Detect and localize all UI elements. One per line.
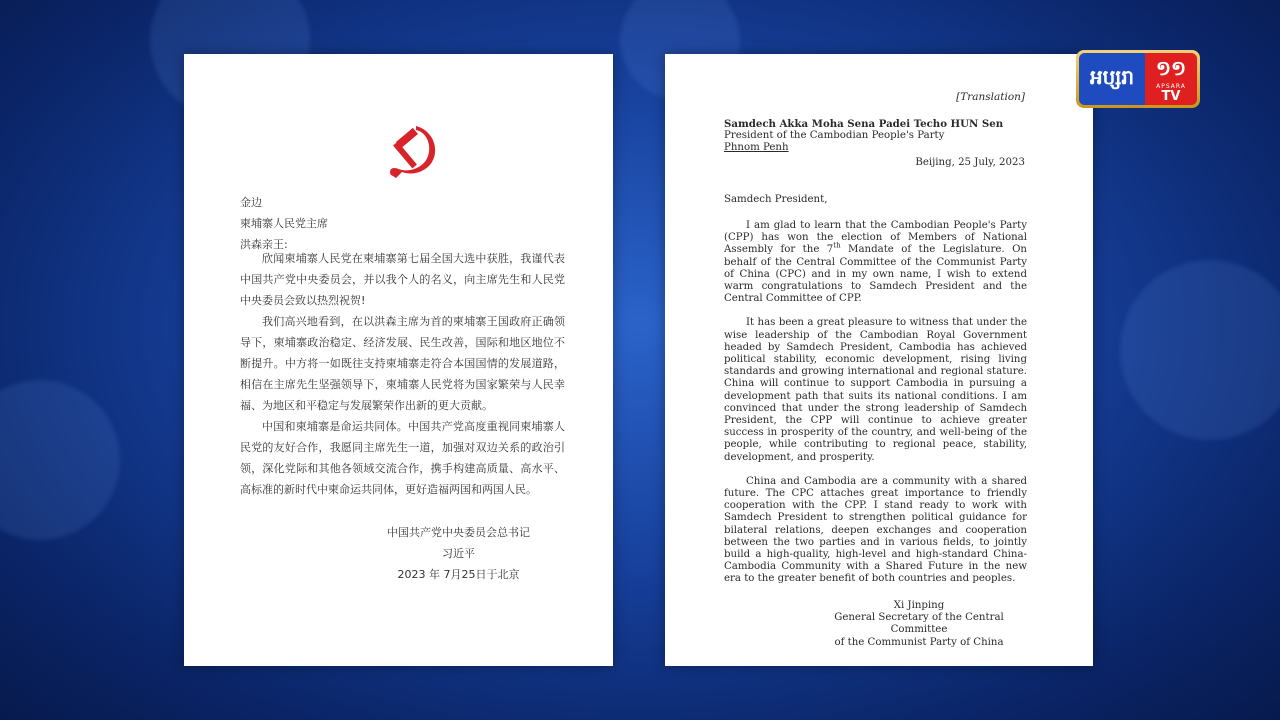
paragraph-text: I am glad to learn that the Cambodian People's Party (CPP) has won the election of Members of National Assembly for the 7 <box>724 220 1027 256</box>
recipient-block <box>240 192 565 255</box>
letter-body <box>240 248 565 500</box>
chinese-letter-page <box>184 54 613 666</box>
recipient-city: Phnom Penh <box>724 142 789 154</box>
signature-name: 习近平 <box>442 547 475 560</box>
signature-title: of the Communist Party of China <box>834 636 1004 648</box>
english-letter-page <box>665 54 1093 666</box>
background-bokeh <box>1120 260 1280 440</box>
logo-channel-number: ១១ <box>1155 56 1187 80</box>
paragraph <box>724 220 1027 305</box>
logo-tv-text: TV <box>1161 89 1181 104</box>
paragraph: 欣闻柬埔寨人民党在柬埔寨第七届全国大选中获胜，我谨代表中国共产党中央委员会，并以我个人的名义，向主席先生和人民党中央委员会致以热烈祝贺! <box>240 252 565 307</box>
signature-date: 2023 年 7月25日于北京 <box>397 568 520 581</box>
background-bokeh <box>0 380 120 540</box>
translation-label: [Translation] <box>956 91 1025 103</box>
recipient-city: 金边 <box>240 196 262 209</box>
letter-date: Beijing, 25 July, 2023 <box>915 157 1025 168</box>
signature-title: 中国共产党中央委员会总书记 <box>387 526 530 539</box>
recipient-block <box>724 118 1003 155</box>
paragraph: It has been a great pleasure to witness that under the wise leadership of the Cambodian Royal Government headed by Samdech President, Cambodia has achieved political stability, economic development, rising living standards and growing international and regional stature. China will continue to support Cambodia in pursuing a development path that suits its national conditions. I am convinced that under the strong leadership of Samdech President, the CPP will continue to achieve greater success in prosperity of the country, and well-being of the people, while contributing to regional peace, stability, development, and prosperity. <box>724 317 1027 463</box>
logo-inner <box>1079 53 1197 105</box>
salutation: 洪森亲王: <box>240 238 288 251</box>
signature-block <box>815 600 1023 649</box>
apsara-tv-logo <box>1076 50 1200 108</box>
paragraph: 中国和柬埔寨是命运共同体。中国共产党高度重视同柬埔寨人民党的友好合作，我愿同主席先生一道，加强对双边关系的政治引领，深化党际和其他各领域交流合作，携手构建高质量、高水平、高标准的新时代中柬命运共同体，更好造福两国和两国人民。 <box>240 420 565 496</box>
superscript: th <box>833 242 841 251</box>
signature-name: Xi Jinping <box>893 600 945 611</box>
recipient-title: President of the Cambodian People's Party <box>724 130 945 142</box>
recipient-name: Samdech Akka Moha Sena Padei Techo HUN Sen <box>724 118 1004 130</box>
recipient-org: 柬埔寨人民党主席 <box>240 217 328 230</box>
letter-body <box>724 220 1027 598</box>
logo-sub-text: APSARA <box>1156 83 1186 90</box>
paragraph-text: Mandate of the Legislature. On behalf of the Central Committee of the Communist Party of China (CPC) and in my own name, I wish to extend warm congratulations to Samdech President and the Central Committee of CPP. <box>724 244 1027 305</box>
logo-channel-box <box>1145 53 1197 105</box>
paragraph: China and Cambodia are a community with a shared future. The CPC attaches great importance to friendly cooperation with the CPP. I stand ready to work with Samdech President to strengthen political guidance for bilateral relations, deepen exchanges and cooperation between the two parties and in various fields, to jointly build a high-quality, high-level and high-standard China-Cambodia Community with a Shared Future in the new era to the greater benefit of both countries and peoples. <box>724 475 1027 585</box>
signature-title: General Secretary of the Central Committee <box>834 612 1004 636</box>
salutation: Samdech President, <box>724 194 828 205</box>
signature-block <box>184 522 613 585</box>
logo-khmer-text: អប្សរា <box>1079 53 1145 105</box>
paragraph: 我们高兴地看到，在以洪森主席为首的柬埔寨王国政府正确领导下，柬埔寨政治稳定、经济发展、民生改善，国际和地区地位不断提升。中方将一如既往支持柬埔寨走符合本国国情的发展道路，相信在主席先生坚强领导下，柬埔寨人民党将为国家繁荣与人民幸福、为地区和平稳定与发展繁荣作出新的更大贡献。 <box>240 315 565 412</box>
hammer-and-sickle-icon <box>382 120 442 180</box>
